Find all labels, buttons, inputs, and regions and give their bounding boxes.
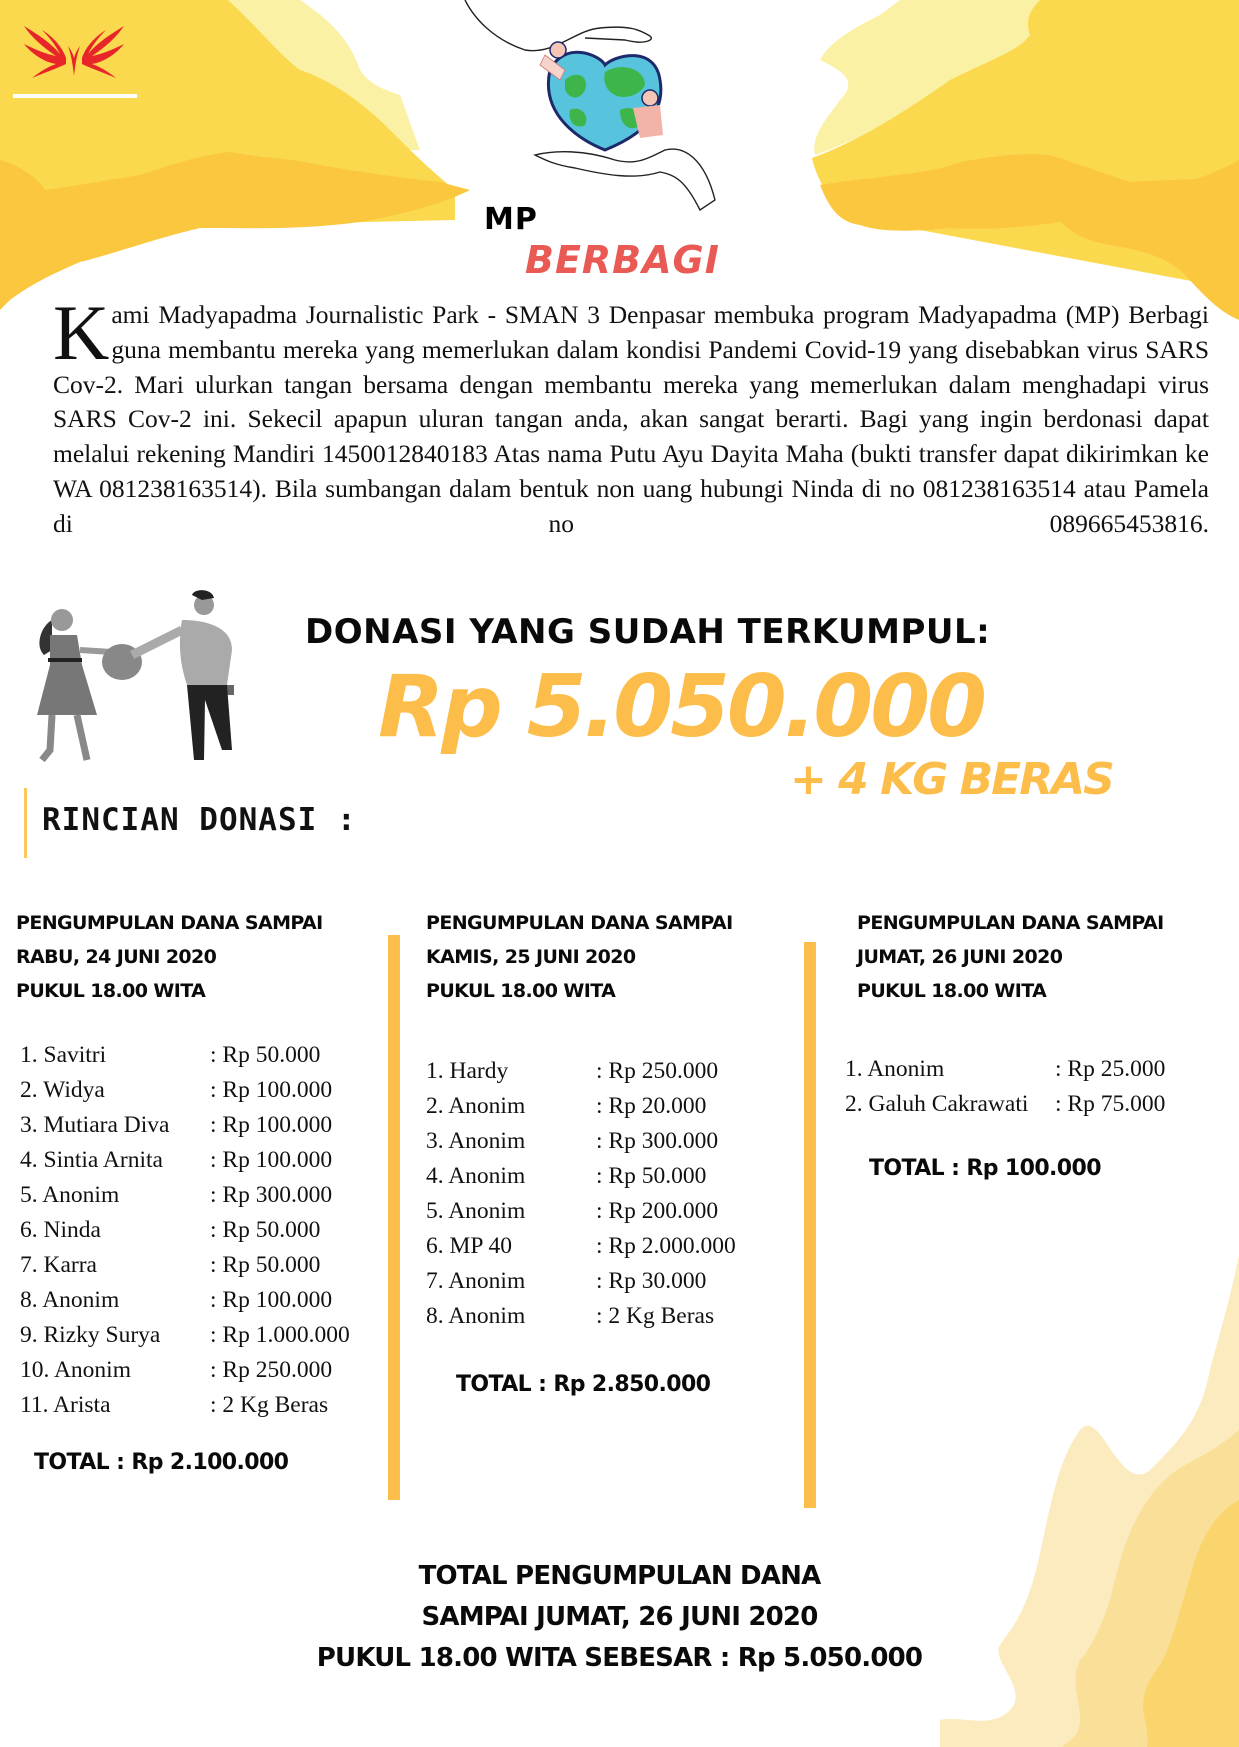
donor-row [20, 1283, 350, 1318]
donor-name: 10. Anonim [20, 1357, 131, 1383]
intro-text: ami Madyapadma Journalistic Park - SMAN 3 Denpasar membuka program Madyapadma (MP) Berbagi guna membantu mereka yang memerlukan dalam kondisi Pandemi Covid-19 yang disebabkan virus SARS Cov-2. Mari ulurkan tangan bersama dengan membantu mereka yang memerlukan dalam menghadapi virus SARS Cov-2 ini. Sekecil apapun uluran tangan anda, akan sangat berarti. Bagi yang ingin berdonasi dapat melalui rekening Mandiri 1450012840183 Atas nama Putu Ayu Dayita Maha (bukti transfer dapat dikirimkan ke WA 081238163514). Bila sumbangan dalam bentuk non uang hubungi Ninda di no 081238163514 atau Pamela di no 089665453816. [53, 300, 1209, 538]
grand-total [0, 1556, 1239, 1679]
berbagi-title: BERBAGI [525, 238, 720, 282]
column-total: TOTAL : Rp 2.100.000 [34, 1450, 289, 1475]
donor-amount: : Rp 1.000.000 [210, 1322, 350, 1348]
donor-name: 6. MP 40 [426, 1233, 512, 1259]
column-heading-line: PENGUMPULAN DANA SAMPAI [16, 912, 323, 934]
donor-row [20, 1178, 350, 1213]
donor-name: 8. Anonim [20, 1287, 120, 1313]
donor-name: 3. Anonim [426, 1128, 526, 1154]
donor-amount: : Rp 50.000 [596, 1163, 707, 1189]
donor-row [426, 1264, 736, 1299]
intro-dropcap: K [53, 289, 110, 376]
donor-amount: : Rp 30.000 [596, 1268, 707, 1294]
donor-amount: : Rp 50.000 [210, 1252, 321, 1278]
donor-amount: : Rp 100.000 [210, 1112, 333, 1138]
column-heading-time: PUKUL 18.00 WITA [857, 980, 1047, 1002]
donation-column-jumat [845, 906, 1166, 1181]
donor-amount: : Rp 50.000 [210, 1217, 321, 1243]
phoenix-logo-icon [22, 24, 126, 82]
donor-row [845, 1052, 1165, 1087]
mp-title: MP [484, 202, 538, 237]
donor-amount: : Rp 250.000 [596, 1058, 719, 1084]
donor-name: 1. Hardy [426, 1058, 509, 1084]
donor-list [845, 1052, 1165, 1122]
donation-total-amount: Rp 5.050.000 [378, 657, 984, 757]
donor-name: 5. Anonim [20, 1182, 120, 1208]
donor-name: 1. Savitri [20, 1042, 107, 1068]
donor-row [20, 1108, 350, 1143]
donor-name: 1. Anonim [845, 1056, 945, 1082]
rincian-accent-bar [24, 788, 27, 858]
column-heading-date: KAMIS, 25 JUNI 2020 [426, 946, 636, 968]
donor-name: 6. Ninda [20, 1217, 101, 1243]
column-heading-line: PENGUMPULAN DANA SAMPAI [857, 912, 1164, 934]
grand-total-line: SAMPAI JUMAT, 26 JUNI 2020 [421, 1602, 818, 1632]
grand-total-line: TOTAL PENGUMPULAN DANA [418, 1561, 821, 1591]
column-total: TOTAL : Rp 100.000 [869, 1156, 1101, 1181]
people-giving-donation-icon [22, 590, 242, 770]
rincian-heading: RINCIAN DONASI : [42, 802, 357, 838]
column-heading-time: PUKUL 18.00 WITA [426, 980, 616, 1002]
donor-row [426, 1054, 736, 1089]
donor-amount: : 2 Kg Beras [596, 1303, 715, 1329]
column-divider [804, 942, 816, 1508]
donor-row [20, 1318, 350, 1353]
donor-name: 2. Galuh Cakrawati [845, 1091, 1029, 1117]
donor-name: 8. Anonim [426, 1303, 526, 1329]
donor-amount: : Rp 75.000 [1055, 1091, 1166, 1117]
donor-row [20, 1143, 350, 1178]
donor-amount: : Rp 250.000 [210, 1357, 333, 1383]
donor-amount: : 2 Kg Beras [210, 1392, 329, 1418]
hands-holding-earth-icon [455, 0, 755, 220]
donation-column-rabu [16, 906, 350, 1475]
donor-name: 2. Anonim [426, 1093, 526, 1119]
donor-row [426, 1159, 736, 1194]
column-total: TOTAL : Rp 2.850.000 [456, 1372, 711, 1397]
column-heading-date: JUMAT, 26 JUNI 2020 [857, 946, 1063, 968]
donor-row [845, 1087, 1165, 1122]
intro-paragraph [53, 289, 1209, 542]
donor-row [426, 1124, 736, 1159]
column-heading-line: PENGUMPULAN DANA SAMPAI [426, 912, 733, 934]
donor-row [20, 1038, 350, 1073]
donor-list [426, 1054, 736, 1334]
donor-amount: : Rp 2.000.000 [596, 1233, 736, 1259]
donor-amount: : Rp 300.000 [210, 1182, 333, 1208]
column-heading-date: RABU, 24 JUNI 2020 [16, 946, 217, 968]
donor-amount: : Rp 50.000 [210, 1042, 321, 1068]
donor-name: 5. Anonim [426, 1198, 526, 1224]
logo-underline [13, 94, 137, 98]
donor-amount: : Rp 100.000 [210, 1077, 333, 1103]
donor-amount: : Rp 200.000 [596, 1198, 719, 1224]
donor-row [426, 1194, 736, 1229]
donor-amount: : Rp 100.000 [210, 1287, 333, 1313]
donor-amount: : Rp 20.000 [596, 1093, 707, 1119]
donor-name: 2. Widya [20, 1077, 105, 1103]
donor-row [426, 1089, 736, 1124]
donor-row [20, 1388, 350, 1423]
donation-collected-heading: DONASI YANG SUDAH TERKUMPUL: [305, 612, 991, 652]
donor-row [20, 1353, 350, 1388]
donor-name: 9. Rizky Surya [20, 1322, 161, 1348]
donor-name: 7. Karra [20, 1252, 97, 1278]
donor-name: 4. Anonim [426, 1163, 526, 1189]
donation-extra-rice: + 4 KG BERAS [790, 754, 1113, 805]
donor-name: 4. Sintia Arnita [20, 1147, 163, 1173]
donor-row [20, 1248, 350, 1283]
donor-name: 11. Arista [20, 1392, 111, 1418]
donor-row [426, 1299, 736, 1334]
donor-amount: : Rp 100.000 [210, 1147, 333, 1173]
donor-amount: : Rp 300.000 [596, 1128, 719, 1154]
donation-column-kamis [426, 906, 736, 1397]
donor-name: 7. Anonim [426, 1268, 526, 1294]
donor-amount: : Rp 25.000 [1055, 1056, 1166, 1082]
donor-row [20, 1073, 350, 1108]
donor-list [20, 1038, 350, 1423]
donor-name: 3. Mutiara Diva [20, 1112, 170, 1138]
column-divider [388, 935, 400, 1500]
donor-row [426, 1229, 736, 1264]
column-heading-time: PUKUL 18.00 WITA [16, 980, 206, 1002]
grand-total-line: PUKUL 18.00 WITA SEBESAR : Rp 5.050.000 [316, 1643, 923, 1673]
donor-row [20, 1213, 350, 1248]
